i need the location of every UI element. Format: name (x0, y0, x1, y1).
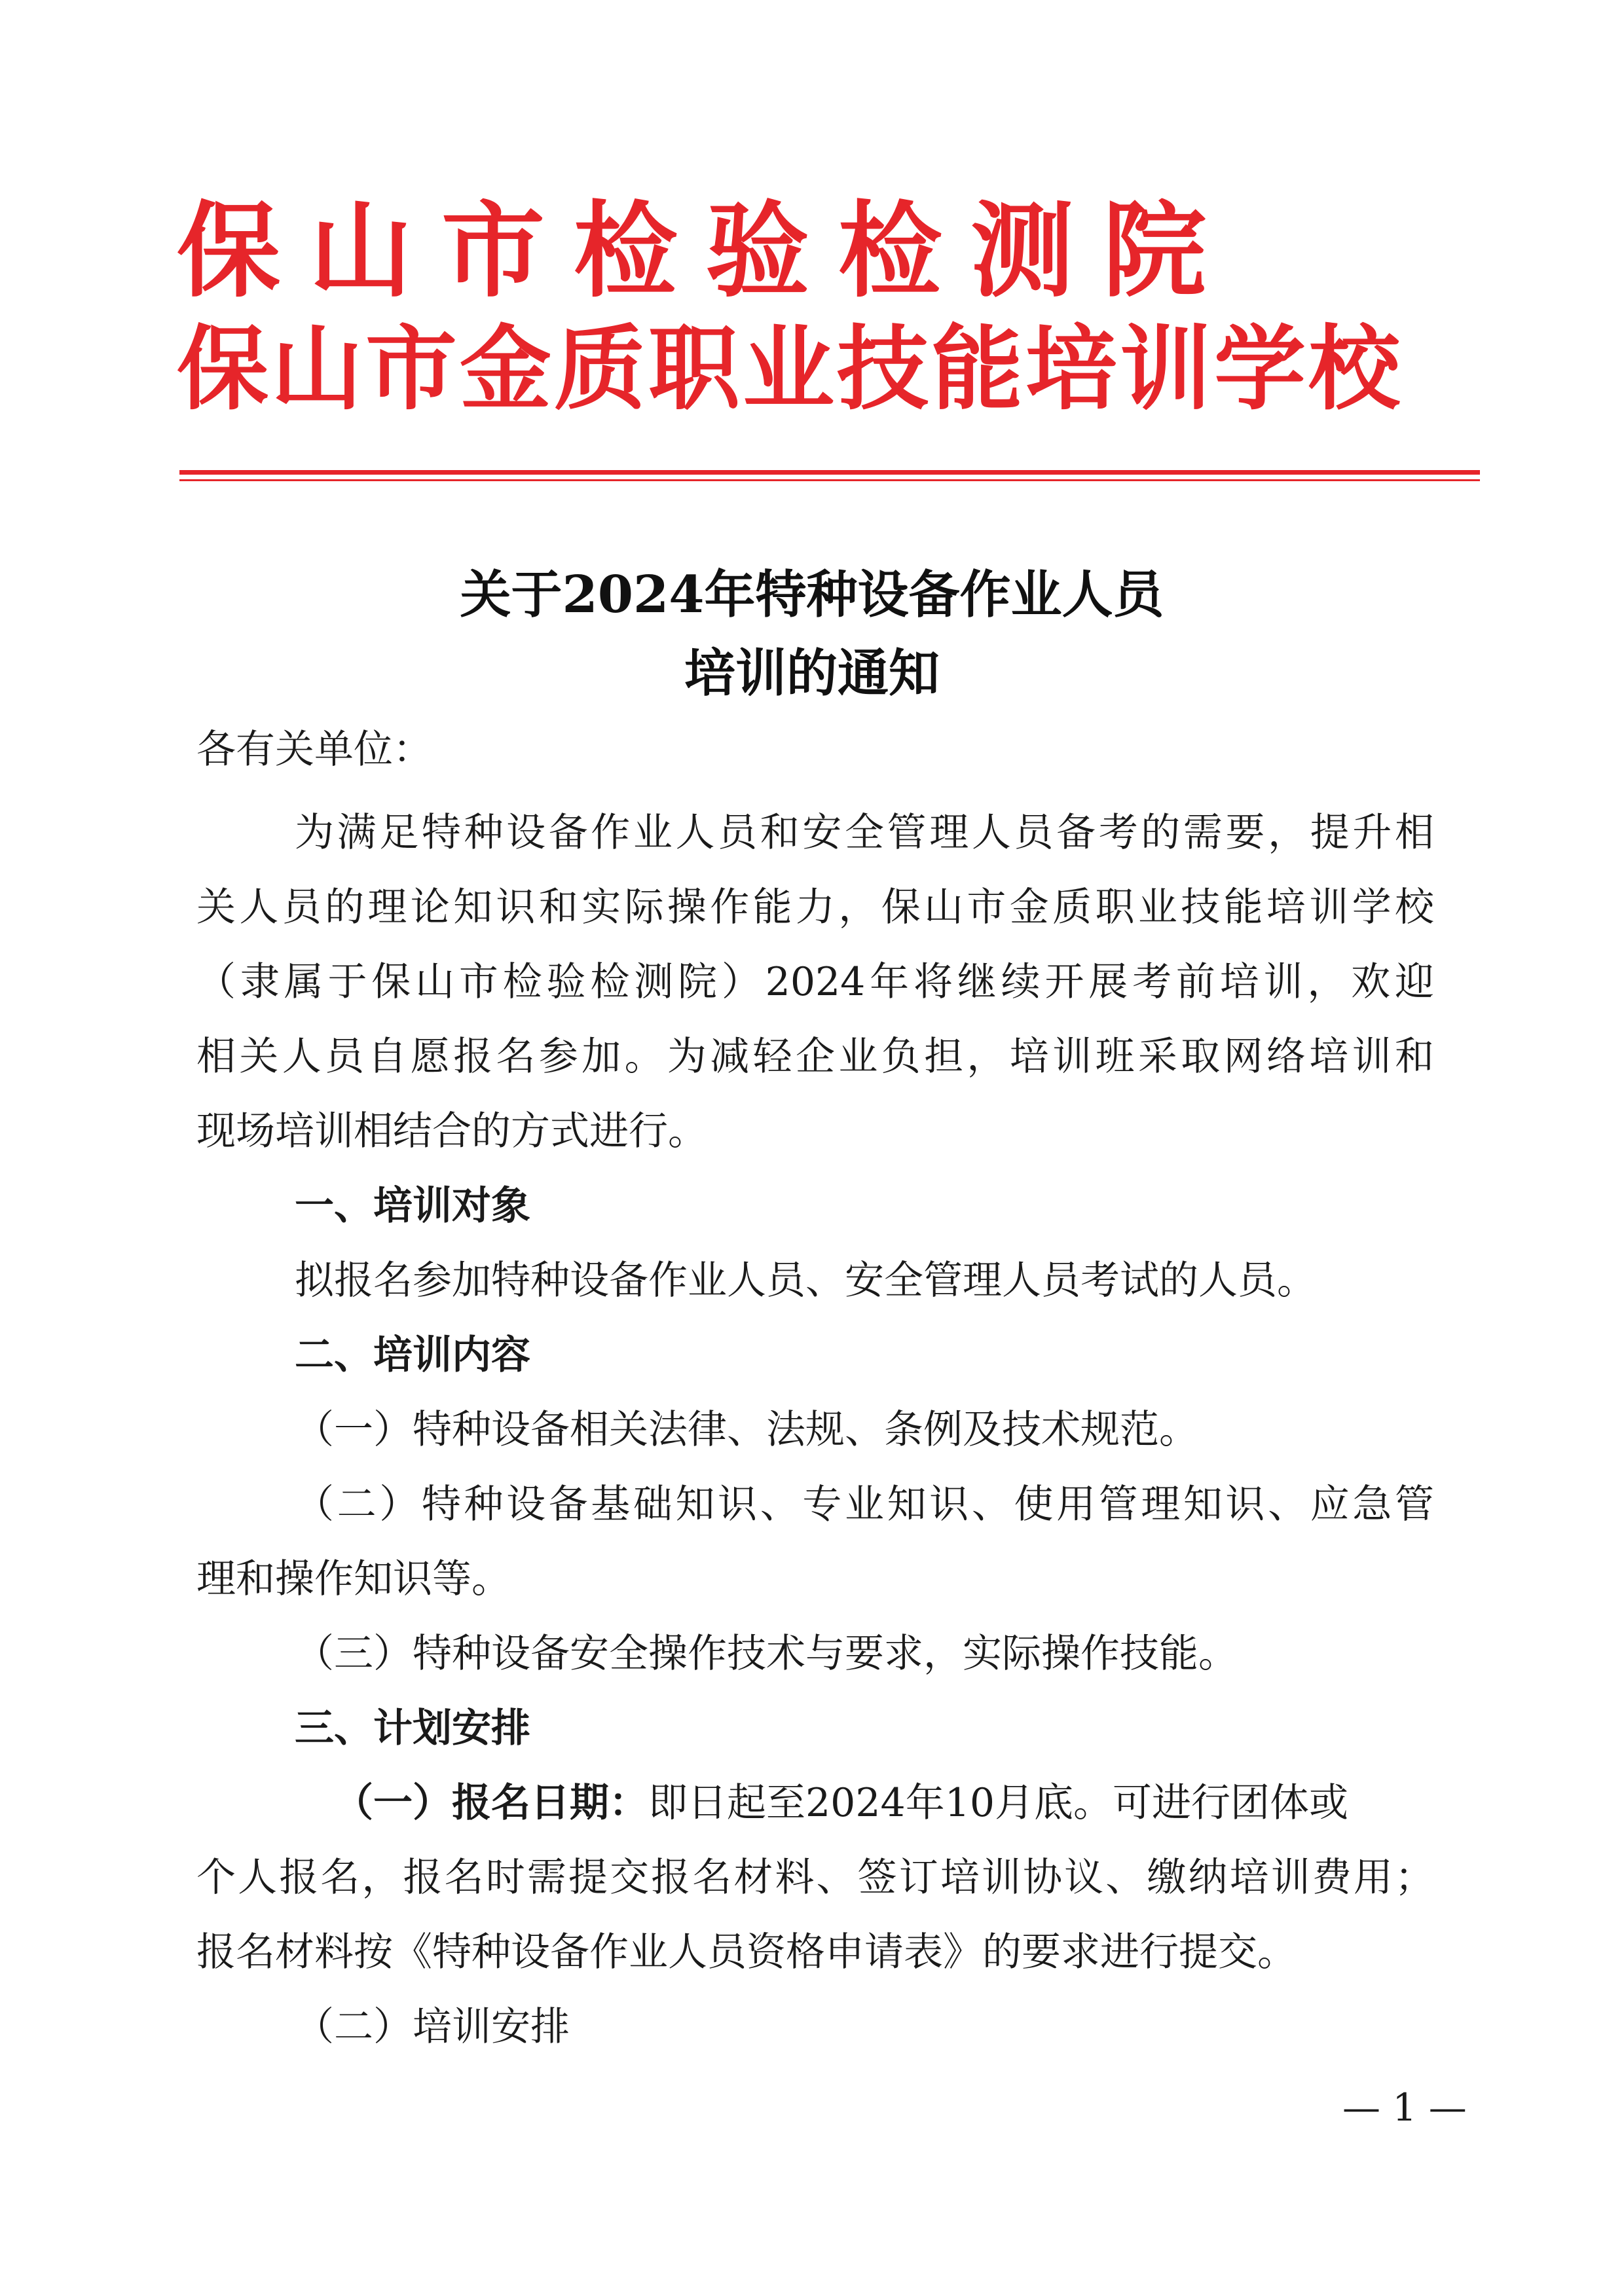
header-rule-thick (179, 470, 1480, 475)
section-2-heading: 二、培训内容 (295, 1332, 530, 1378)
org-name-training-school: 保山市金质职业技能培训学校 (177, 316, 1403, 423)
intro-line-2: 关人员的理论知识和实际操作能力，保山市金质职业技能培训学校 (196, 884, 1434, 930)
section-3-item-1-line-1 (334, 1780, 1349, 1826)
section-1-heading: 一、培训对象 (295, 1183, 530, 1229)
section-2-item-3: （三）特种设备安全操作技术与要求，实际操作技能。 (295, 1631, 1238, 1677)
intro-line-5: 现场培训相结合的方式进行。 (196, 1108, 707, 1154)
section-3-item-1-line-2: 个人报名，报名时需提交报名材料、签订培训协议、缴纳培训费用； (196, 1855, 1434, 1901)
intro-line-4: 相关人员自愿报名参加。为减轻企业负担，培训班采取网络培训和 (196, 1034, 1434, 1080)
section-3-item-1-line-3: 报名材料按《特种设备作业人员资格申请表》的要求进行提交。 (196, 1929, 1297, 1975)
salutation: 各有关单位： (196, 727, 432, 773)
intro-line-3: （隶属于保山市检验检测院）2024年将继续开展考前培训，欢迎 (196, 959, 1434, 1005)
section-2-item-2-line-1: （二）特种设备基础知识、专业知识、使用管理知识、应急管 (295, 1482, 1434, 1527)
section-2-item-1: （一）特种设备相关法律、法规、条例及技术规范。 (295, 1407, 1198, 1453)
page-number: — 1 — (1342, 2085, 1467, 2130)
registration-date-label: （一）报名日期： (334, 1780, 648, 1826)
header-rule-thin (179, 479, 1480, 481)
registration-date-text: 即日起至2024年10月底。可进行团体或 (648, 1780, 1349, 1826)
section-2-item-2-line-2: 理和操作知识等。 (196, 1556, 511, 1602)
document-title-line-1: 关于2024年特种设备作业人员 (460, 565, 1164, 625)
document-title-line-2: 培训的通知 (684, 644, 940, 703)
section-3-heading: 三、计划安排 (295, 1705, 530, 1751)
intro-line-1: 为满足特种设备作业人员和安全管理人员备考的需要，提升相 (295, 810, 1434, 856)
org-name-inspection-institute: 保山市检验检测院 (177, 191, 1235, 312)
section-3-item-2: （二）培训安排 (295, 2004, 570, 2050)
section-1-text: 拟报名参加特种设备作业人员、安全管理人员考试的人员。 (295, 1258, 1316, 1303)
